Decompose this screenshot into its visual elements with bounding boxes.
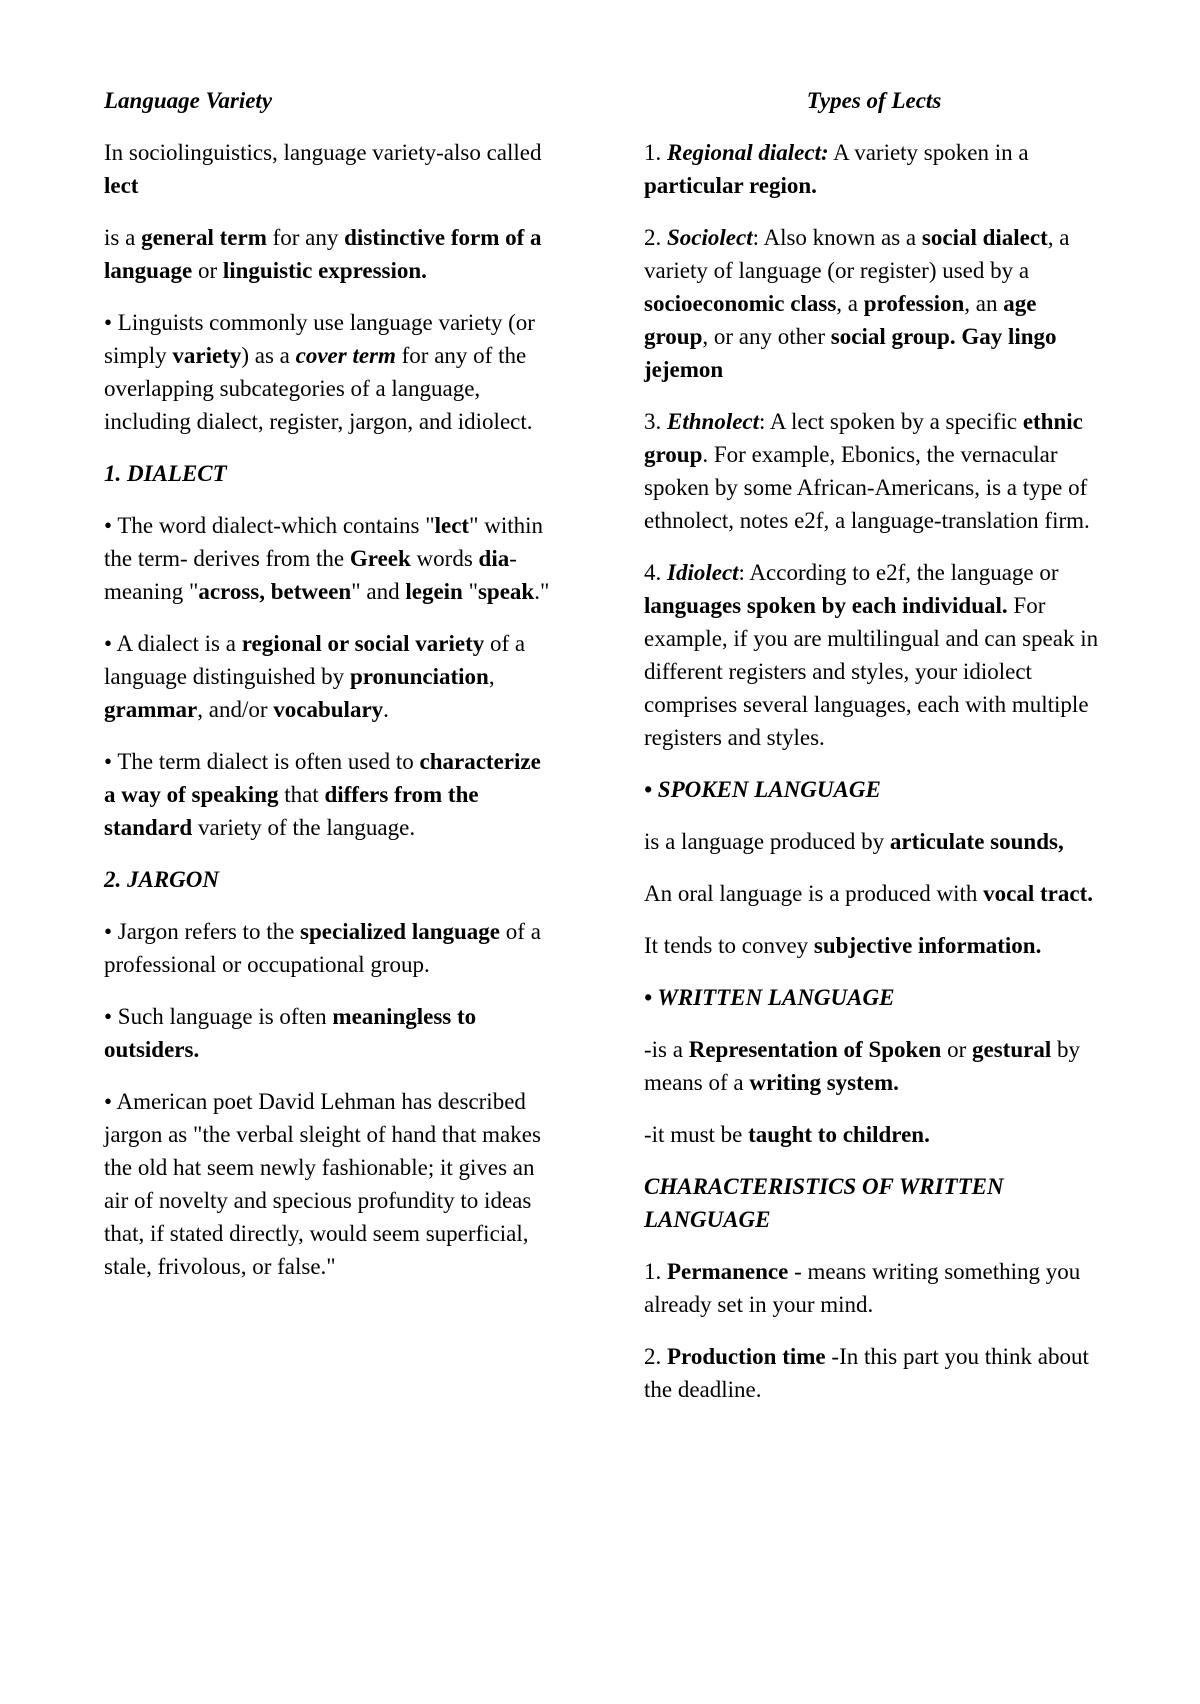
section-heading (104, 863, 556, 896)
paragraph (644, 1340, 1104, 1406)
text-run: ethnic group (644, 409, 1083, 467)
text-run: socioeconomic class (644, 291, 837, 316)
text-run: age group (644, 291, 1037, 349)
text-run: general term (141, 225, 267, 250)
paragraph (104, 1085, 556, 1283)
text-run: -it must be (644, 1122, 749, 1147)
paragraph (104, 306, 556, 438)
text-run: 2. (644, 225, 667, 250)
text-run: legein (405, 579, 463, 604)
text-run: particular region. (644, 173, 817, 198)
paragraph (104, 915, 556, 981)
text-run: • WRITTEN LANGUAGE (644, 985, 895, 1010)
text-run: It tends to convey (644, 933, 814, 958)
text-run: regional or social variety (241, 631, 485, 656)
text-run: An oral language is a produced with (644, 881, 984, 906)
text-run: that (278, 782, 325, 807)
text-run: Greek (349, 546, 411, 571)
text-run: A variety spoken in a (828, 140, 1029, 165)
text-run: -is a (644, 1037, 689, 1062)
text-run: writing system. (749, 1070, 899, 1095)
text-run: 2. JARGON (104, 867, 220, 892)
text-run: • The term dialect is often used to (104, 749, 420, 774)
text-run: Permanence (667, 1259, 789, 1284)
text-run: linguistic expression. (222, 258, 427, 283)
text-run: • Jargon refers to the (104, 919, 301, 944)
paragraph (644, 1255, 1104, 1321)
text-run: grammar (104, 697, 198, 722)
text-run: " (462, 579, 478, 604)
text-run: • SPOKEN LANGUAGE (644, 777, 881, 802)
text-run: - meaning " (104, 546, 517, 604)
paragraph (644, 1033, 1104, 1099)
paragraph (644, 556, 1104, 754)
text-run: social dialect (921, 225, 1048, 250)
text-run: " and (351, 579, 406, 604)
text-run: vocal tract. (983, 881, 1093, 906)
paragraph (644, 1118, 1104, 1151)
text-run: characterize a way of speaking (104, 749, 541, 807)
text-run: languages spoken by each individual. (644, 593, 1008, 618)
text-run: Types of Lects (806, 88, 942, 113)
paragraph (644, 221, 1104, 386)
text-run: Sociolect (667, 225, 753, 250)
paragraph (644, 877, 1104, 910)
text-run: " within the term- derives from the (104, 513, 544, 571)
text-run: 1. DIALECT (104, 461, 227, 486)
left-column (104, 84, 556, 1302)
text-run: for any of the overlapping subcategories of a language, including dialect, register, jargon, and idiolect. (104, 343, 533, 434)
text-run: meaningless to outsiders. (104, 1004, 477, 1062)
paragraph (104, 1000, 556, 1066)
text-run: lect (104, 173, 139, 198)
text-run: vocabulary (273, 697, 384, 722)
text-run: • A dialect is a (104, 631, 242, 656)
paragraph (104, 627, 556, 726)
text-run: for any (266, 225, 345, 250)
text-run: Production time (667, 1344, 826, 1369)
paragraph (104, 509, 556, 608)
text-run: pronunciation (349, 664, 489, 689)
text-run: or (192, 258, 223, 283)
text-run: of a professional or occupational group. (104, 919, 541, 977)
section-heading (104, 457, 556, 490)
text-run: ." (534, 579, 550, 604)
paragraph (644, 929, 1104, 962)
text-run: , (488, 664, 495, 689)
text-run: : According to e2f, the language or (738, 560, 1059, 585)
text-run: , an (964, 291, 1004, 316)
text-run: words (410, 546, 479, 571)
text-run: differs from the standard (104, 782, 479, 840)
text-run: is a language produced by (644, 829, 890, 854)
text-run: lect (434, 513, 470, 538)
text-run: 4. (644, 560, 667, 585)
text-run: In sociolinguistics, language variety-also called (104, 140, 542, 165)
paragraph (104, 221, 556, 287)
section-heading (644, 84, 1104, 117)
text-run: subjective information. (813, 933, 1042, 958)
text-run: , a variety of language (or register) used by a (644, 225, 1070, 283)
text-run: distinctive form of a language (104, 225, 542, 283)
text-run: 1. (644, 140, 667, 165)
text-run: Regional dialect: (667, 140, 829, 165)
text-run: variety (172, 343, 242, 368)
text-run: • American poet David Lehman has described jargon as "the verbal sleight of hand that makes the old hat seem newly fashionable; it gives an air of novelty and specious profundity to ideas that, if stated directly, would seem superficial, stale, frivolous, or false." (104, 1089, 541, 1279)
text-run: : Also known as a (752, 225, 922, 250)
text-run: of a language distinguished by (104, 631, 526, 689)
text-run: gestural (972, 1037, 1052, 1062)
text-run: cover term (295, 343, 396, 368)
text-run: CHARACTERISTICS OF WRITTEN LANGUAGE (644, 1174, 1004, 1232)
right-column (644, 84, 1104, 1425)
text-run: dia (478, 546, 510, 571)
text-run: is a (104, 225, 142, 250)
text-run: by means of a (644, 1037, 1080, 1095)
text-run: For example, if you are multilingual and can speak in different registers and styles, your idiolect comprises several languages, each with multiple registers and styles. (644, 593, 1099, 750)
text-run: • Linguists commonly use language variety (or simply (104, 310, 535, 368)
text-run: Representation of Spoken (688, 1037, 942, 1062)
text-run: ) as a (241, 343, 296, 368)
text-run: . For example, Ebonics, the vernacular spoken by some African-Americans, is a type of ethnolect, notes e2f, a language-translation firm. (644, 442, 1090, 533)
text-run: specialized language (300, 919, 501, 944)
text-run: , a (836, 291, 864, 316)
text-run: , or any other (702, 324, 831, 349)
paragraph (644, 136, 1104, 202)
text-run: . (383, 697, 389, 722)
text-run: - means writing something you already set in your mind. (644, 1259, 1081, 1317)
text-run: Ethnolect (667, 409, 760, 434)
text-run: taught to children. (748, 1122, 930, 1147)
text-run: 3. (644, 409, 667, 434)
text-run: profession (863, 291, 965, 316)
text-run: • Such language is often (104, 1004, 333, 1029)
text-run: -In this part you think about the deadline. (644, 1344, 1089, 1402)
text-run: • The word dialect-which contains " (104, 513, 435, 538)
section-heading (104, 84, 556, 117)
text-run: articulate sounds, (889, 829, 1064, 854)
text-run: 2. (644, 1344, 667, 1369)
text-run: Idiolect (667, 560, 739, 585)
section-heading (644, 1170, 1104, 1236)
text-run: variety of the language. (192, 815, 416, 840)
text-run: Language Variety (104, 88, 273, 113)
paragraph (644, 825, 1104, 858)
text-run: , and/or (197, 697, 274, 722)
text-run: : A lect spoken by a specific (759, 409, 1023, 434)
text-run: across, between (198, 579, 352, 604)
paragraph (104, 136, 556, 202)
section-heading (644, 773, 1104, 806)
text-run: social group. Gay lingo jejemon (644, 324, 1057, 382)
paragraph (644, 405, 1104, 537)
section-heading (644, 981, 1104, 1014)
text-run: or (941, 1037, 972, 1062)
text-run: speak (477, 579, 535, 604)
paragraph (104, 745, 556, 844)
text-run: 1. (644, 1259, 667, 1284)
